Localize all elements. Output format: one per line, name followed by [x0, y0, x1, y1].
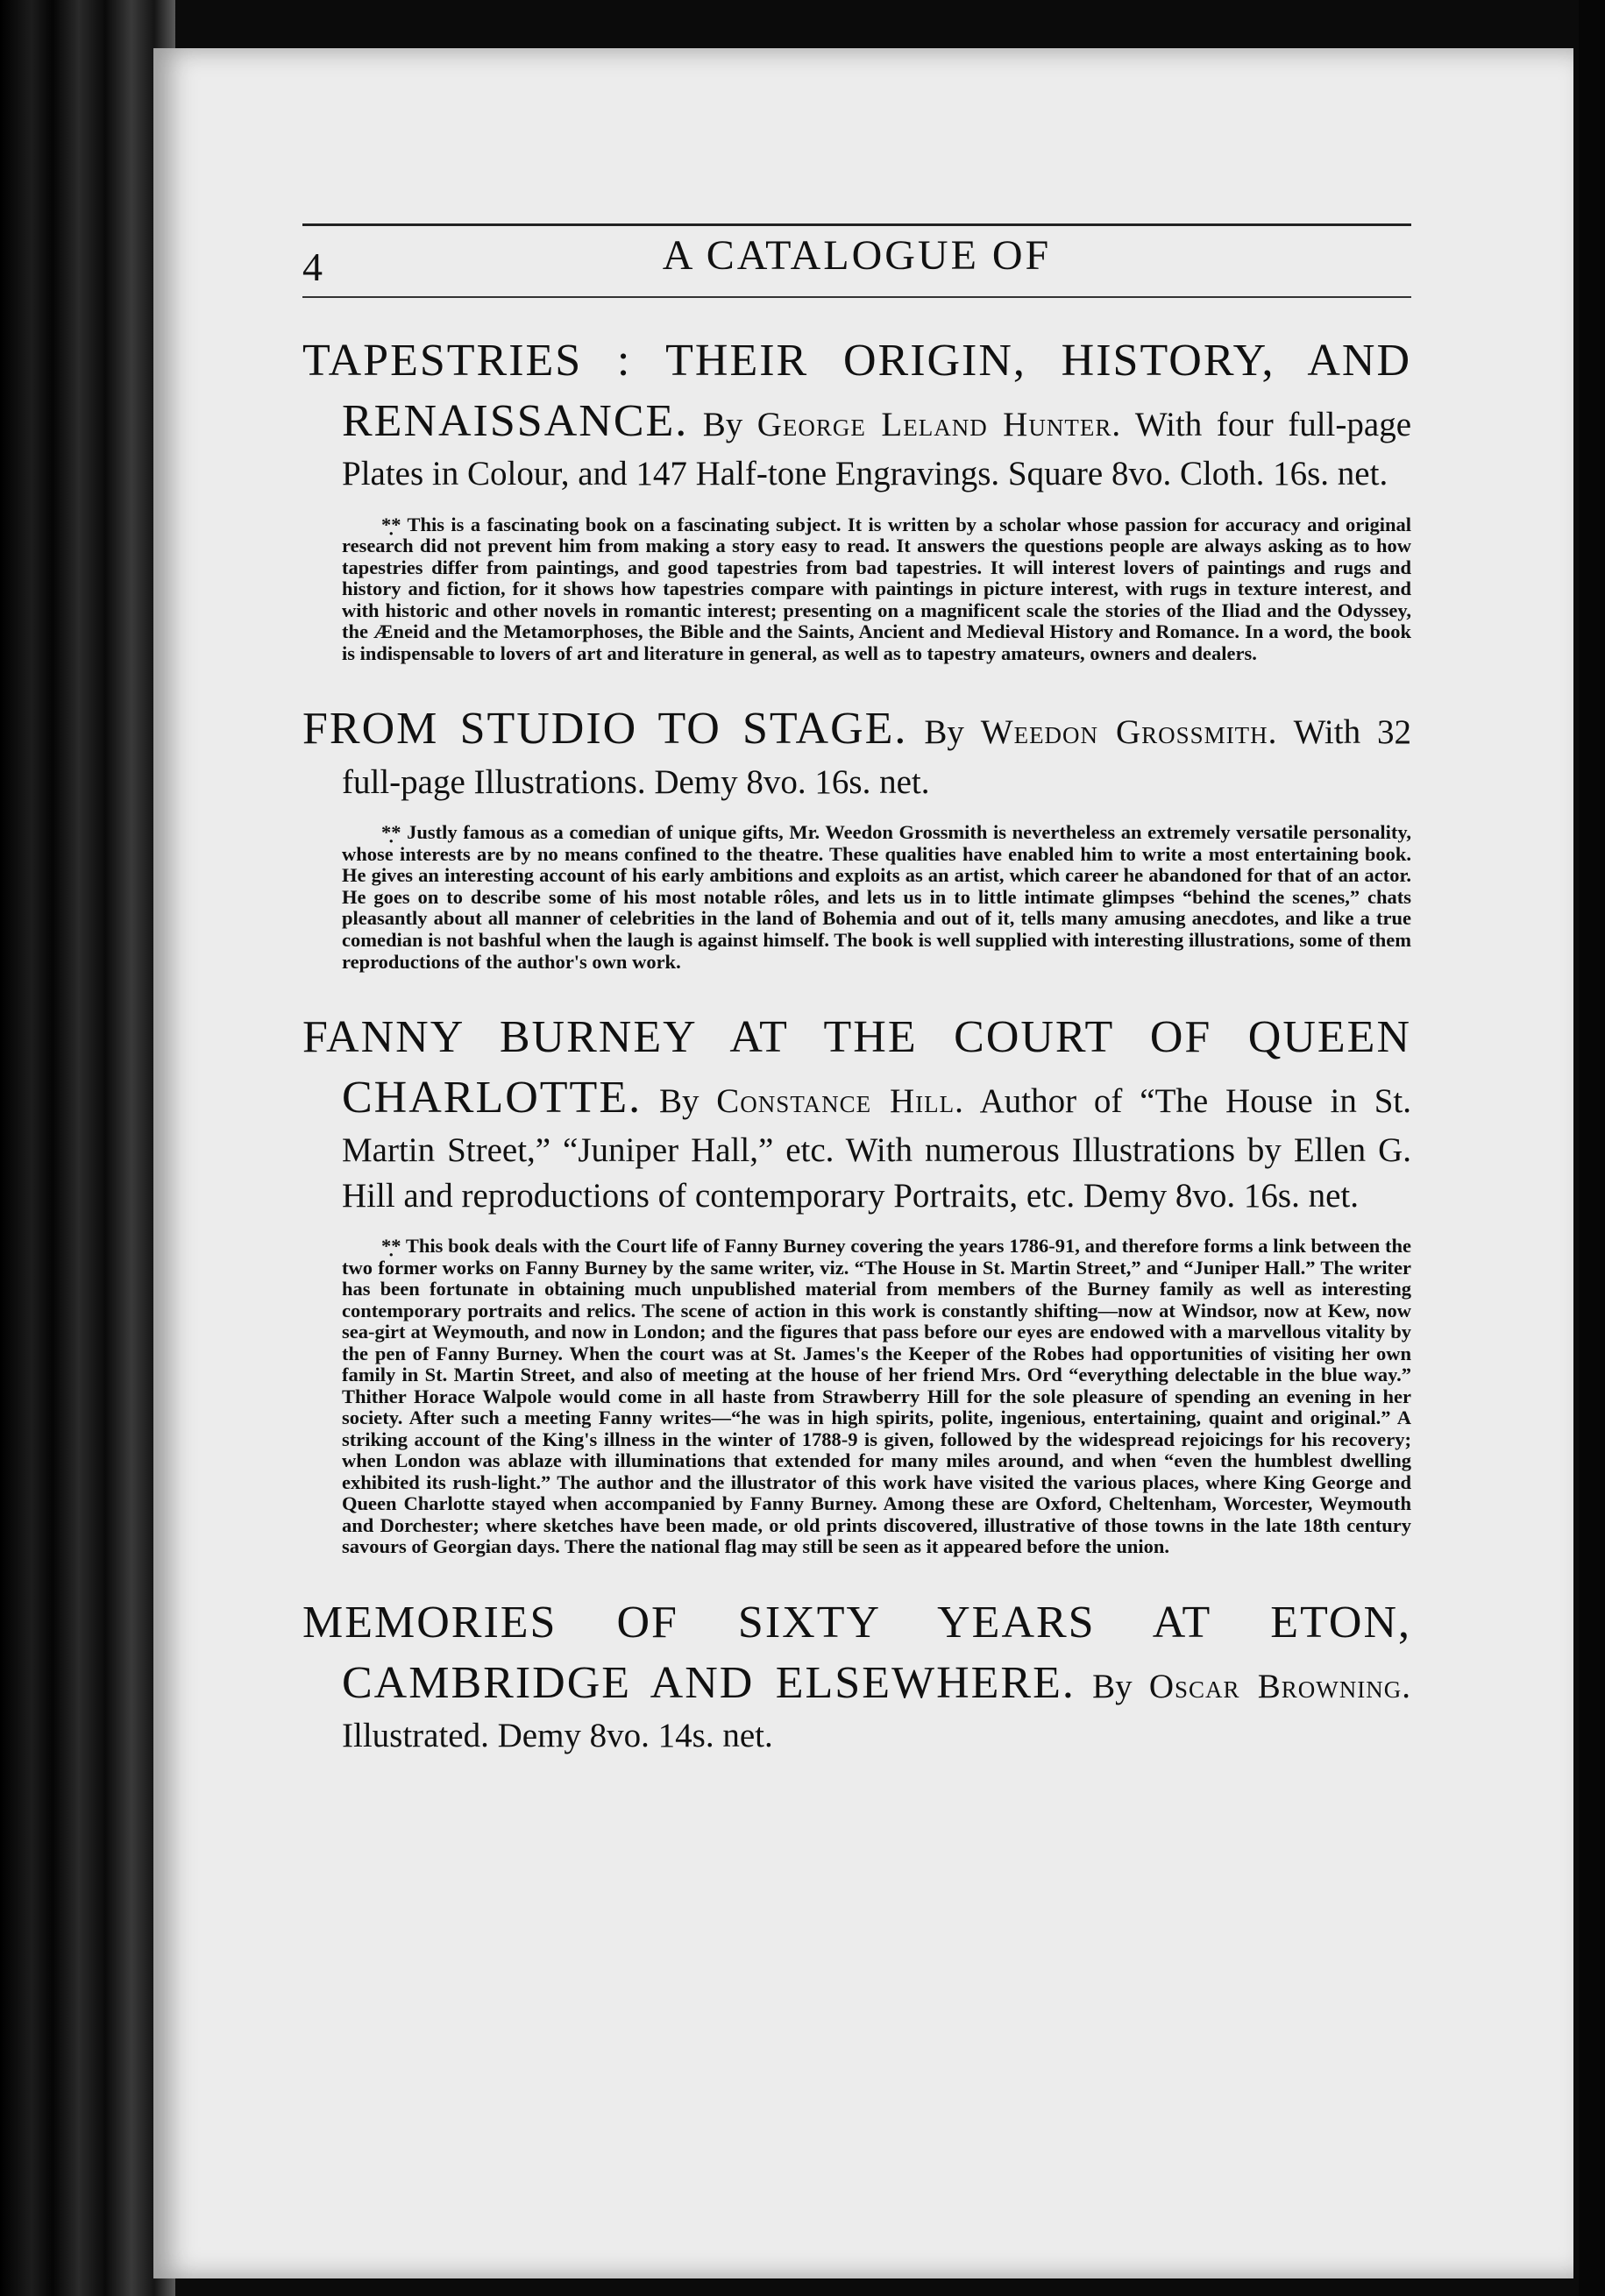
asterism: *̣* [381, 1235, 406, 1258]
entry-title: FANNY BURNEY AT THE COURT OF QUEEN CHARLOTTE. [302, 1012, 1411, 1123]
entry-details: With 32 full-page Illustrations. Demy 8vo. 16s. net. [342, 713, 1411, 801]
entry-details: Author of “The House in St. Martin Street,” “Juniper Hall,” etc. With numerous Illustrations by Ellen G. Hill and reproductions of contemporary Portraits, etc. Demy 8vo. 16s. net. [342, 1081, 1411, 1215]
entry-author: Weedon Grossmith. [980, 713, 1278, 752]
entry-by: By [924, 713, 964, 752]
entry-by: By [702, 405, 743, 443]
entry-description [302, 822, 1411, 973]
entry-note-text: Justly famous as a comedian of unique gifts, Mr. Weedon Grossmith is nevertheless an extremely versatile personality, whose interests are by no means confined to the theatre. These qualities have enabled him to write a most entertaining book. He gives an interesting account of his early ambitions and exploits as an artist, which career he abandoned for that of an actor. He goes on to describe some of his most notable rôles, and lets us in to little intimate glimpses “behind the scenes,” chats pleasantly about all manner of celebrities in the land of Bohemia and out of it, tells many amusing anecdotes, and like a true comedian is not bashful when the laugh is against himself. The book is well supplied with interesting illustrations, some of them reproductions of the author's own work. [342, 821, 1412, 973]
catalogue-entry [302, 1593, 1411, 1759]
book-spine-shadow [0, 0, 175, 2296]
page-content [302, 223, 1411, 1794]
scan-edge [1579, 0, 1605, 2296]
entry-heading [302, 1593, 1411, 1759]
catalogue-entry [302, 331, 1411, 664]
entry-description [302, 514, 1411, 665]
asterism: *̣* [381, 513, 408, 535]
entry-by: By [658, 1081, 700, 1120]
header-rule-top [302, 223, 1411, 226]
entry-title: TAPESTRIES : THEIR ORIGIN, HISTORY, AND RENAISSANCE. [302, 336, 1411, 446]
entry-heading [302, 699, 1411, 804]
entry-author: George Leland Hunter. [756, 405, 1122, 443]
entry-heading [302, 331, 1411, 497]
page-number: 4 [302, 244, 323, 289]
asterism: *̣* [381, 821, 408, 844]
running-title: A CATALOGUE OF [662, 232, 1052, 279]
entry-details: With four full-page Plates in Colour, and 147 Half-tone Engravings. Square 8vo. Cloth. 16s. net. [342, 405, 1411, 493]
entry-description [302, 1236, 1411, 1558]
catalogue-entry [302, 699, 1411, 973]
entry-heading [302, 1008, 1411, 1218]
entry-title: FROM STUDIO TO STAGE. [302, 704, 908, 755]
entry-note-text: This is a fascinating book on a fascinating subject. It is written by a scholar whose passion for accuracy and original research did not prevent him from making a story easy to read. It answers the questions people are always asking as to how tapestries differ from paintings, and good tapestries from bad tapestries. It will interest lovers of paintings and rugs and history and fiction, for it shows how tapestries compare with paintings in picture interest, with rugs in texture interest, and with historic and other novels in romantic interest; presenting on a magnificent scale the stories of the Iliad and the Odyssey, the Æneid and the Metamorphoses, the Bible and the Saints, Ancient and Medieval History and Romance. In a word, the book is indispensable to lovers of art and literature in general, as well as to tapestry amateurs, owners and dealers. [342, 513, 1411, 664]
entry-title: MEMORIES OF SIXTY YEARS AT ETON, CAMBRIDGE AND ELSEWHERE. [302, 1597, 1411, 1708]
entry-author: Constance Hill. [716, 1081, 964, 1120]
header-rule-bottom [302, 296, 1411, 298]
running-head [302, 231, 1411, 289]
entry-note-text: This book deals with the Court life of Fanny Burney covering the years 1786-91, and therefore forms a link between the two former works on Fanny Burney by the same writer, viz. “The House in St. Martin Street,” and “Juniper Hall.” The writer has been fortunate in obtaining much unpublished material from members of the Burney family as well as interesting contemporary portraits and relics. The scene of action in this work is constantly shifting—now at Windsor, now at Kew, now sea-girt at Weymouth, and now in London; and the figures that pass before our eyes are endowed with a marvellous vitality by the pen of Fanny Burney. When the court was at St. James's the Keeper of the Robes had opportunities of visiting her own family in St. Martin Street, and also of meeting at the house of her friend Mrs. Ord “everything delectable in the blue way.” Thither Horace Walpole would come in all haste from Strawberry Hill for the sole pleasure of spending an evening in her society. After such a meeting Fanny writes—“he was in high spirits, polite, ingenious, entertaining, quaint and original.” A striking account of the King's illness in the winter of 1788-9 is given, followed by the widespread rejoicings for his recovery; when London was ablaze with illuminations that extended for many miles around, and when “even the humblest dwelling exhibited its rush-light.” The author and the illustrator of this work have visited the various places, where King George and Queen Charlotte stayed when accompanied by Fanny Burney. Among these are Oxford, Cheltenham, Worcester, Weymouth and Dorchester; where sketches have been made, or old prints discovered, illustrative of those towns in the late 18th century savours of Georgian days. There the national flag may still be seen as it appeared before the union. [342, 1235, 1411, 1558]
entry-by: By [1092, 1667, 1133, 1705]
catalogue-entry [302, 1008, 1411, 1558]
entry-details: Illustrated. Demy 8vo. 14s. net. [342, 1717, 773, 1755]
entry-author: Oscar Browning. [1148, 1667, 1411, 1705]
